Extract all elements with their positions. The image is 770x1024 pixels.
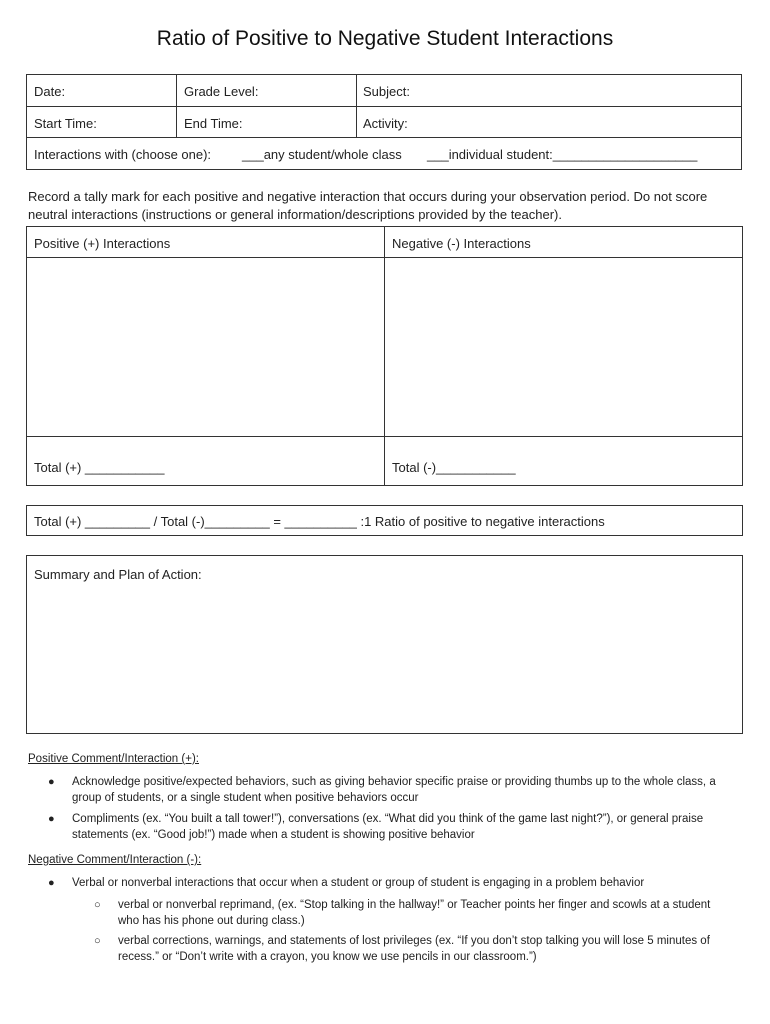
- end-time-field[interactable]: End Time:: [184, 116, 243, 131]
- summary-label: Summary and Plan of Action:: [34, 567, 202, 582]
- summary-box[interactable]: [26, 555, 743, 734]
- date-field[interactable]: Date:: [34, 84, 66, 99]
- activity-field[interactable]: Activity:: [363, 116, 408, 131]
- bullet-dot-icon: ●: [48, 877, 55, 889]
- tally-table: [26, 226, 743, 486]
- ratio-line[interactable]: Total (+) _________ / Total (-)_________ = __________ :1 Ratio of positive to negative interactions: [34, 514, 605, 529]
- positive-header: Positive (+) Interactions: [34, 236, 171, 251]
- interactions-label: Interactions with (choose one):: [34, 147, 212, 162]
- grade-level-field[interactable]: Grade Level:: [184, 84, 259, 99]
- bullet-dot-icon: ●: [48, 813, 55, 825]
- page-title: Ratio of Positive to Negative Student Interactions: [156, 27, 614, 50]
- bullet-dot-icon: ●: [48, 776, 55, 788]
- header-table: [26, 74, 742, 170]
- positive-tally-area[interactable]: [28, 258, 383, 435]
- negative-tally-area[interactable]: [386, 258, 741, 435]
- positive-definition-heading: Positive Comment/Interaction (+):: [28, 753, 199, 765]
- positive-total-field[interactable]: Total (+) ___________: [34, 460, 165, 475]
- negative-total-field[interactable]: Total (-)___________: [392, 460, 516, 475]
- start-time-field[interactable]: Start Time:: [34, 116, 97, 131]
- subject-field[interactable]: Subject:: [363, 84, 410, 99]
- negative-definition-heading: Negative Comment/Interaction (-):: [28, 854, 202, 866]
- bullet-circle-icon: ○: [94, 935, 101, 947]
- instructions-text: Record a tally mark for each positive and negative interaction that occurs during your observation period. Do not score neutral interactions (instructions or general information/descriptions provided by the teacher).: [28, 189, 708, 222]
- option-whole-class[interactable]: ___any student/whole class: [242, 147, 402, 162]
- bullet-circle-icon: ○: [94, 899, 101, 911]
- ratio-box: [26, 505, 743, 536]
- negative-header: Negative (-) Interactions: [392, 236, 531, 251]
- option-individual-student[interactable]: ___individual student:____________________: [427, 147, 698, 162]
